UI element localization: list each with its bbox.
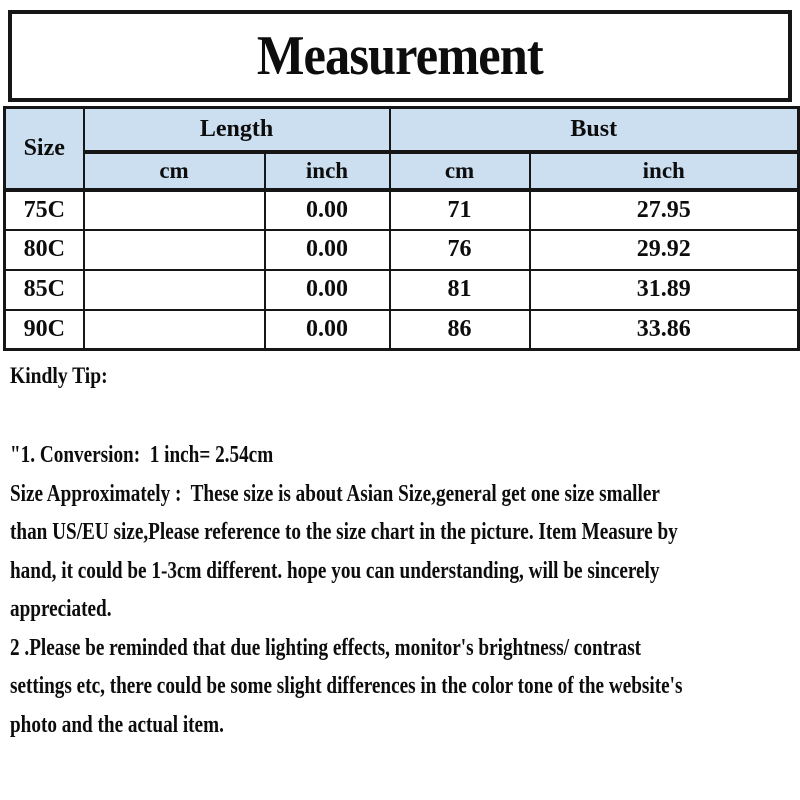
table-row xyxy=(5,230,799,270)
table-row xyxy=(5,310,799,350)
length-inch-cell: 0.00 xyxy=(265,190,390,230)
column-header-length-cm: cm xyxy=(84,152,265,190)
bust-inch-cell: 29.92 xyxy=(530,230,799,270)
bust-inch-cell: 31.89 xyxy=(530,270,799,310)
length-inch-cell: 0.00 xyxy=(265,310,390,350)
tip-line-size-approx: Size Approximately : These size is about Asian Size,general get one size smaller xyxy=(10,480,660,507)
length-inch-cell: 0.00 xyxy=(265,230,390,270)
size-cell: 85C xyxy=(5,270,84,310)
page-title: Measurement xyxy=(257,25,543,87)
bust-cm-cell: 76 xyxy=(390,230,530,270)
table-row xyxy=(5,270,799,310)
tip-line: than US/EU size,Please reference to the size chart in the picture. Item Measure by xyxy=(10,519,678,545)
size-cell: 75C xyxy=(5,190,84,230)
kindly-tip-body xyxy=(10,436,792,744)
measurement-title-box xyxy=(8,10,792,102)
tip-line-lighting: 2 .Please be reminded that due lighting effects, monitor's brightness/ contrast xyxy=(10,634,642,661)
size-chart-table xyxy=(3,106,800,351)
length-cm-cell xyxy=(84,310,265,350)
column-header-length-inch: inch xyxy=(265,152,390,190)
column-header-bust-cm: cm xyxy=(390,152,530,190)
kindly-tip-heading: Kindly Tip: xyxy=(10,363,108,388)
bust-cm-cell: 81 xyxy=(390,270,530,310)
bust-cm-cell: 86 xyxy=(390,310,530,350)
column-header-length: Length xyxy=(84,108,390,152)
column-header-bust: Bust xyxy=(390,108,799,152)
bust-inch-cell: 33.86 xyxy=(530,310,799,350)
bust-inch-cell: 27.95 xyxy=(530,190,799,230)
length-cm-cell xyxy=(84,190,265,230)
bust-cm-cell: 71 xyxy=(390,190,530,230)
table-header-unit-row xyxy=(5,152,799,190)
length-cm-cell xyxy=(84,270,265,310)
tip-line: appreciated. xyxy=(10,596,112,622)
tip-line-conversion: "1. Conversion: 1 inch= 2.54cm xyxy=(10,442,274,468)
column-header-size: Size xyxy=(5,108,84,190)
length-cm-cell xyxy=(84,230,265,270)
tip-line: photo and the actual item. xyxy=(10,711,224,738)
table-row xyxy=(5,190,799,230)
column-header-bust-inch: inch xyxy=(530,152,799,190)
size-cell: 90C xyxy=(5,310,84,350)
length-inch-cell: 0.00 xyxy=(265,270,390,310)
size-cell: 80C xyxy=(5,230,84,270)
tip-line: hand, it could be 1-3cm different. hope you can understanding, will be sincerely xyxy=(10,557,660,584)
kindly-tip-section xyxy=(10,363,792,744)
table-header-group-row xyxy=(5,108,799,152)
tip-line: settings etc, there could be some slight differences in the color tone of the website's xyxy=(10,673,683,699)
